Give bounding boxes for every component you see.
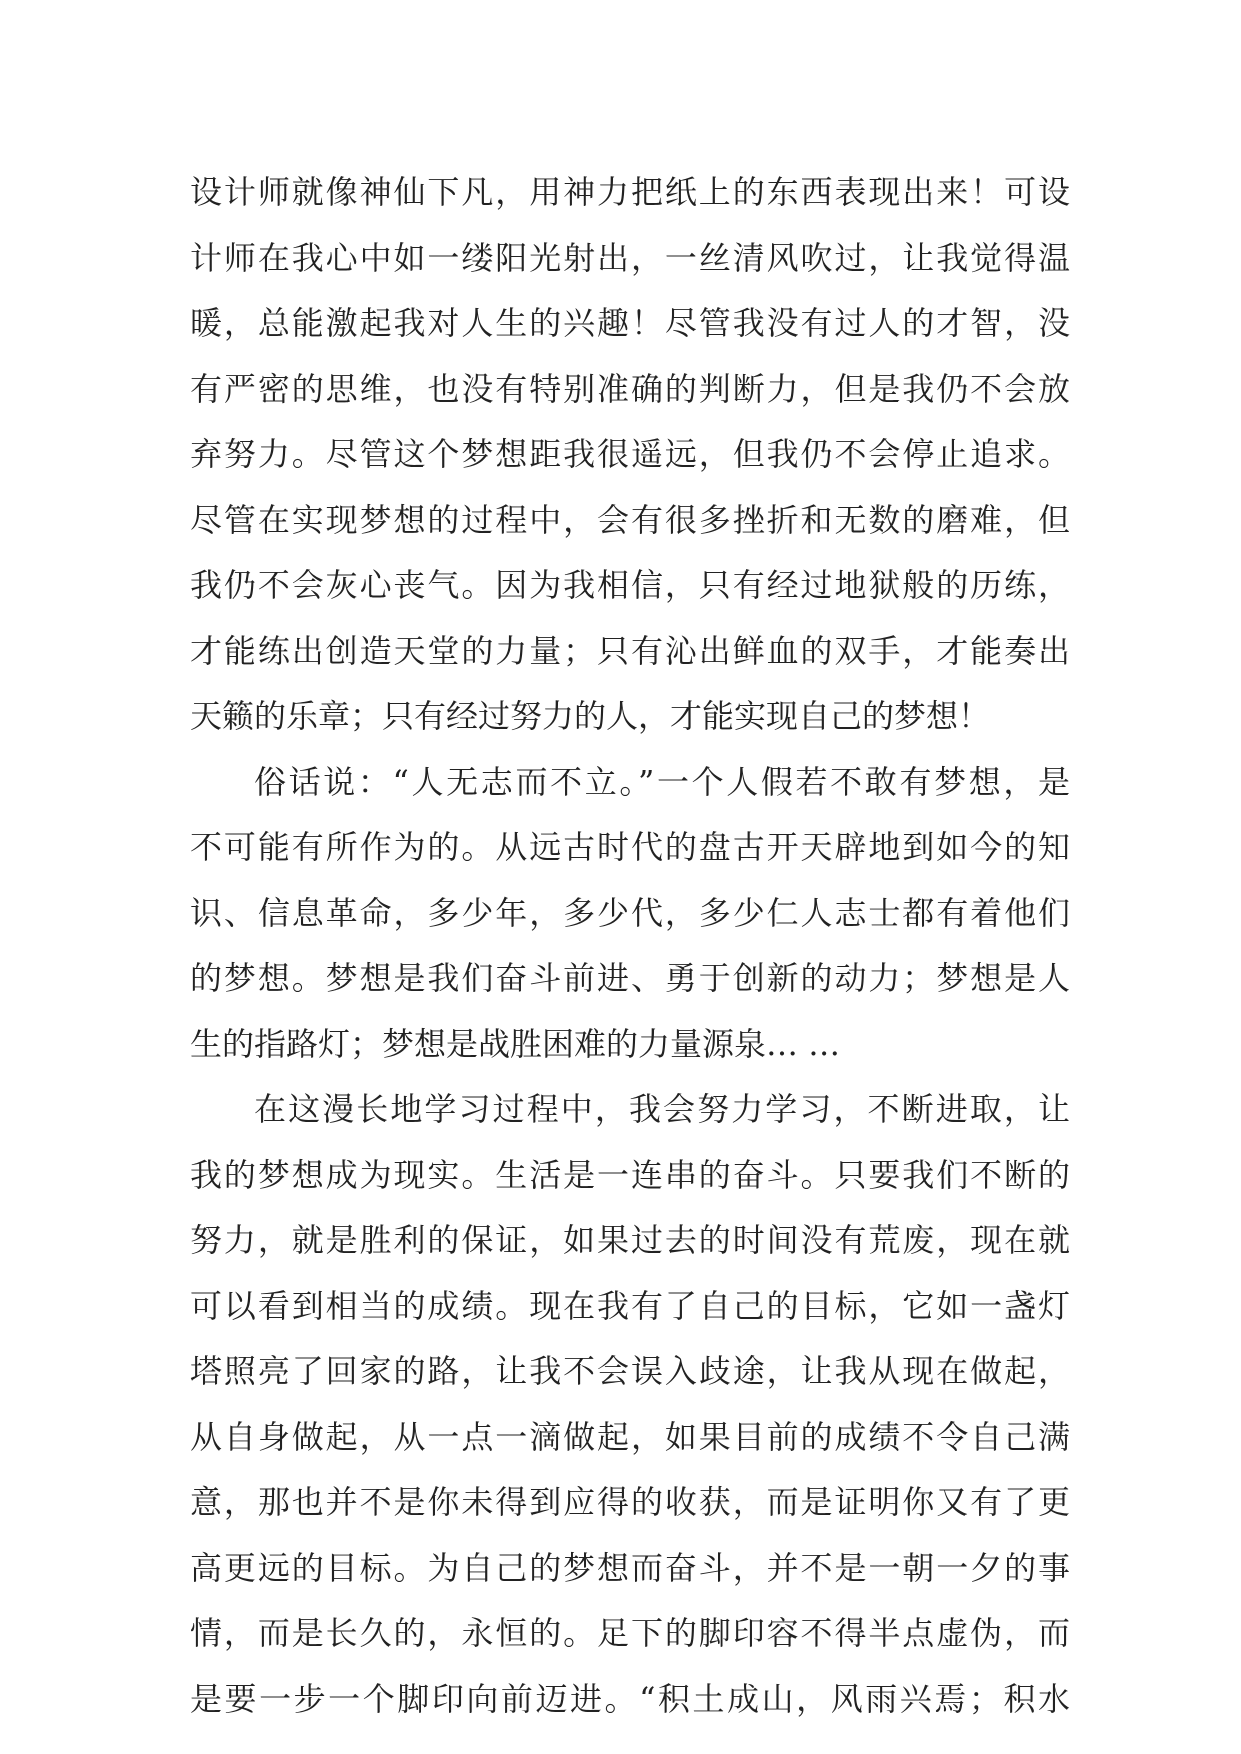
text-line: 暖，总能激起我对人生的兴趣！尽管我没有过人的才智，没 — [190, 304, 1070, 342]
text-line: 高更远的目标。为自己的梦想而奋斗，并不是一朝一夕的事 — [190, 1548, 1070, 1587]
text-line: 设计师就像神仙下凡，用神力把纸上的东西表现出来！可设 — [190, 173, 1070, 211]
text-line: 计师在我心中如一缕阳光射出，一丝清风吹过，让我觉得温 — [190, 238, 1070, 277]
text-line: 弃努力。尽管这个梦想距我很遥远，但我仍不会停止追求。 — [190, 435, 1070, 473]
text-line: 塔照亮了回家的路，让我不会误入歧途，让我从现在做起， — [190, 1352, 1070, 1390]
text-line: 是要一步一个脚印向前迈进。“积土成山，风雨兴焉；积水 — [190, 1679, 1070, 1718]
text-line: 情，而是长久的，永恒的。足下的脚印容不得半点虚伪，而 — [190, 1614, 1070, 1652]
document-body — [190, 160, 1070, 1732]
text-line: 意，那也并不是你未得到应得的收获，而是证明你又有了更 — [190, 1483, 1070, 1521]
text-line: 尽管在实现梦想的过程中，会有很多挫折和无数的磨难，但 — [190, 500, 1070, 539]
paragraph-2 — [190, 750, 1070, 1078]
text-line: 识、信息革命，多少年，多少代，多少仁人志士都有着他们 — [190, 893, 1070, 932]
text-line: 可以看到相当的成绩。现在我有了自己的目标，它如一盏灯 — [190, 1286, 1070, 1325]
paragraph-3 — [190, 1077, 1070, 1732]
text-line: 的梦想。梦想是我们奋斗前进、勇于创新的动力；梦想是人 — [190, 959, 1070, 997]
text-line: 才能练出创造天堂的力量；只有沁出鲜血的双手，才能奏出 — [190, 631, 1070, 670]
text-line: 在这漫长地学习过程中，我会努力学习，不断进取，让 — [254, 1090, 1070, 1128]
text-line: 生的指路灯；梦想是战胜困难的力量源泉… … — [190, 1024, 841, 1063]
paragraph-1 — [190, 160, 1070, 750]
text-line: 天籁的乐章；只有经过努力的人，才能实现自己的梦想！ — [190, 697, 991, 735]
text-line: 我的梦想成为现实。生活是一连串的奋斗。只要我们不断的 — [190, 1155, 1070, 1194]
text-line: 努力，就是胜利的保证，如果过去的时间没有荒废，现在就 — [190, 1221, 1070, 1259]
text-line: 有严密的思维，也没有特别准确的判断力，但是我仍不会放 — [190, 369, 1070, 408]
text-line: 俗话说：“人无志而不立。”一个人假若不敢有梦想，是 — [254, 762, 1070, 801]
text-line: 我仍不会灰心丧气。因为我相信，只有经过地狱般的历练， — [190, 566, 1070, 604]
text-line: 从自身做起，从一点一滴做起，如果目前的成绩不令自己满 — [190, 1417, 1070, 1456]
text-line: 不可能有所作为的。从远古时代的盘古开天辟地到如今的知 — [190, 828, 1070, 866]
